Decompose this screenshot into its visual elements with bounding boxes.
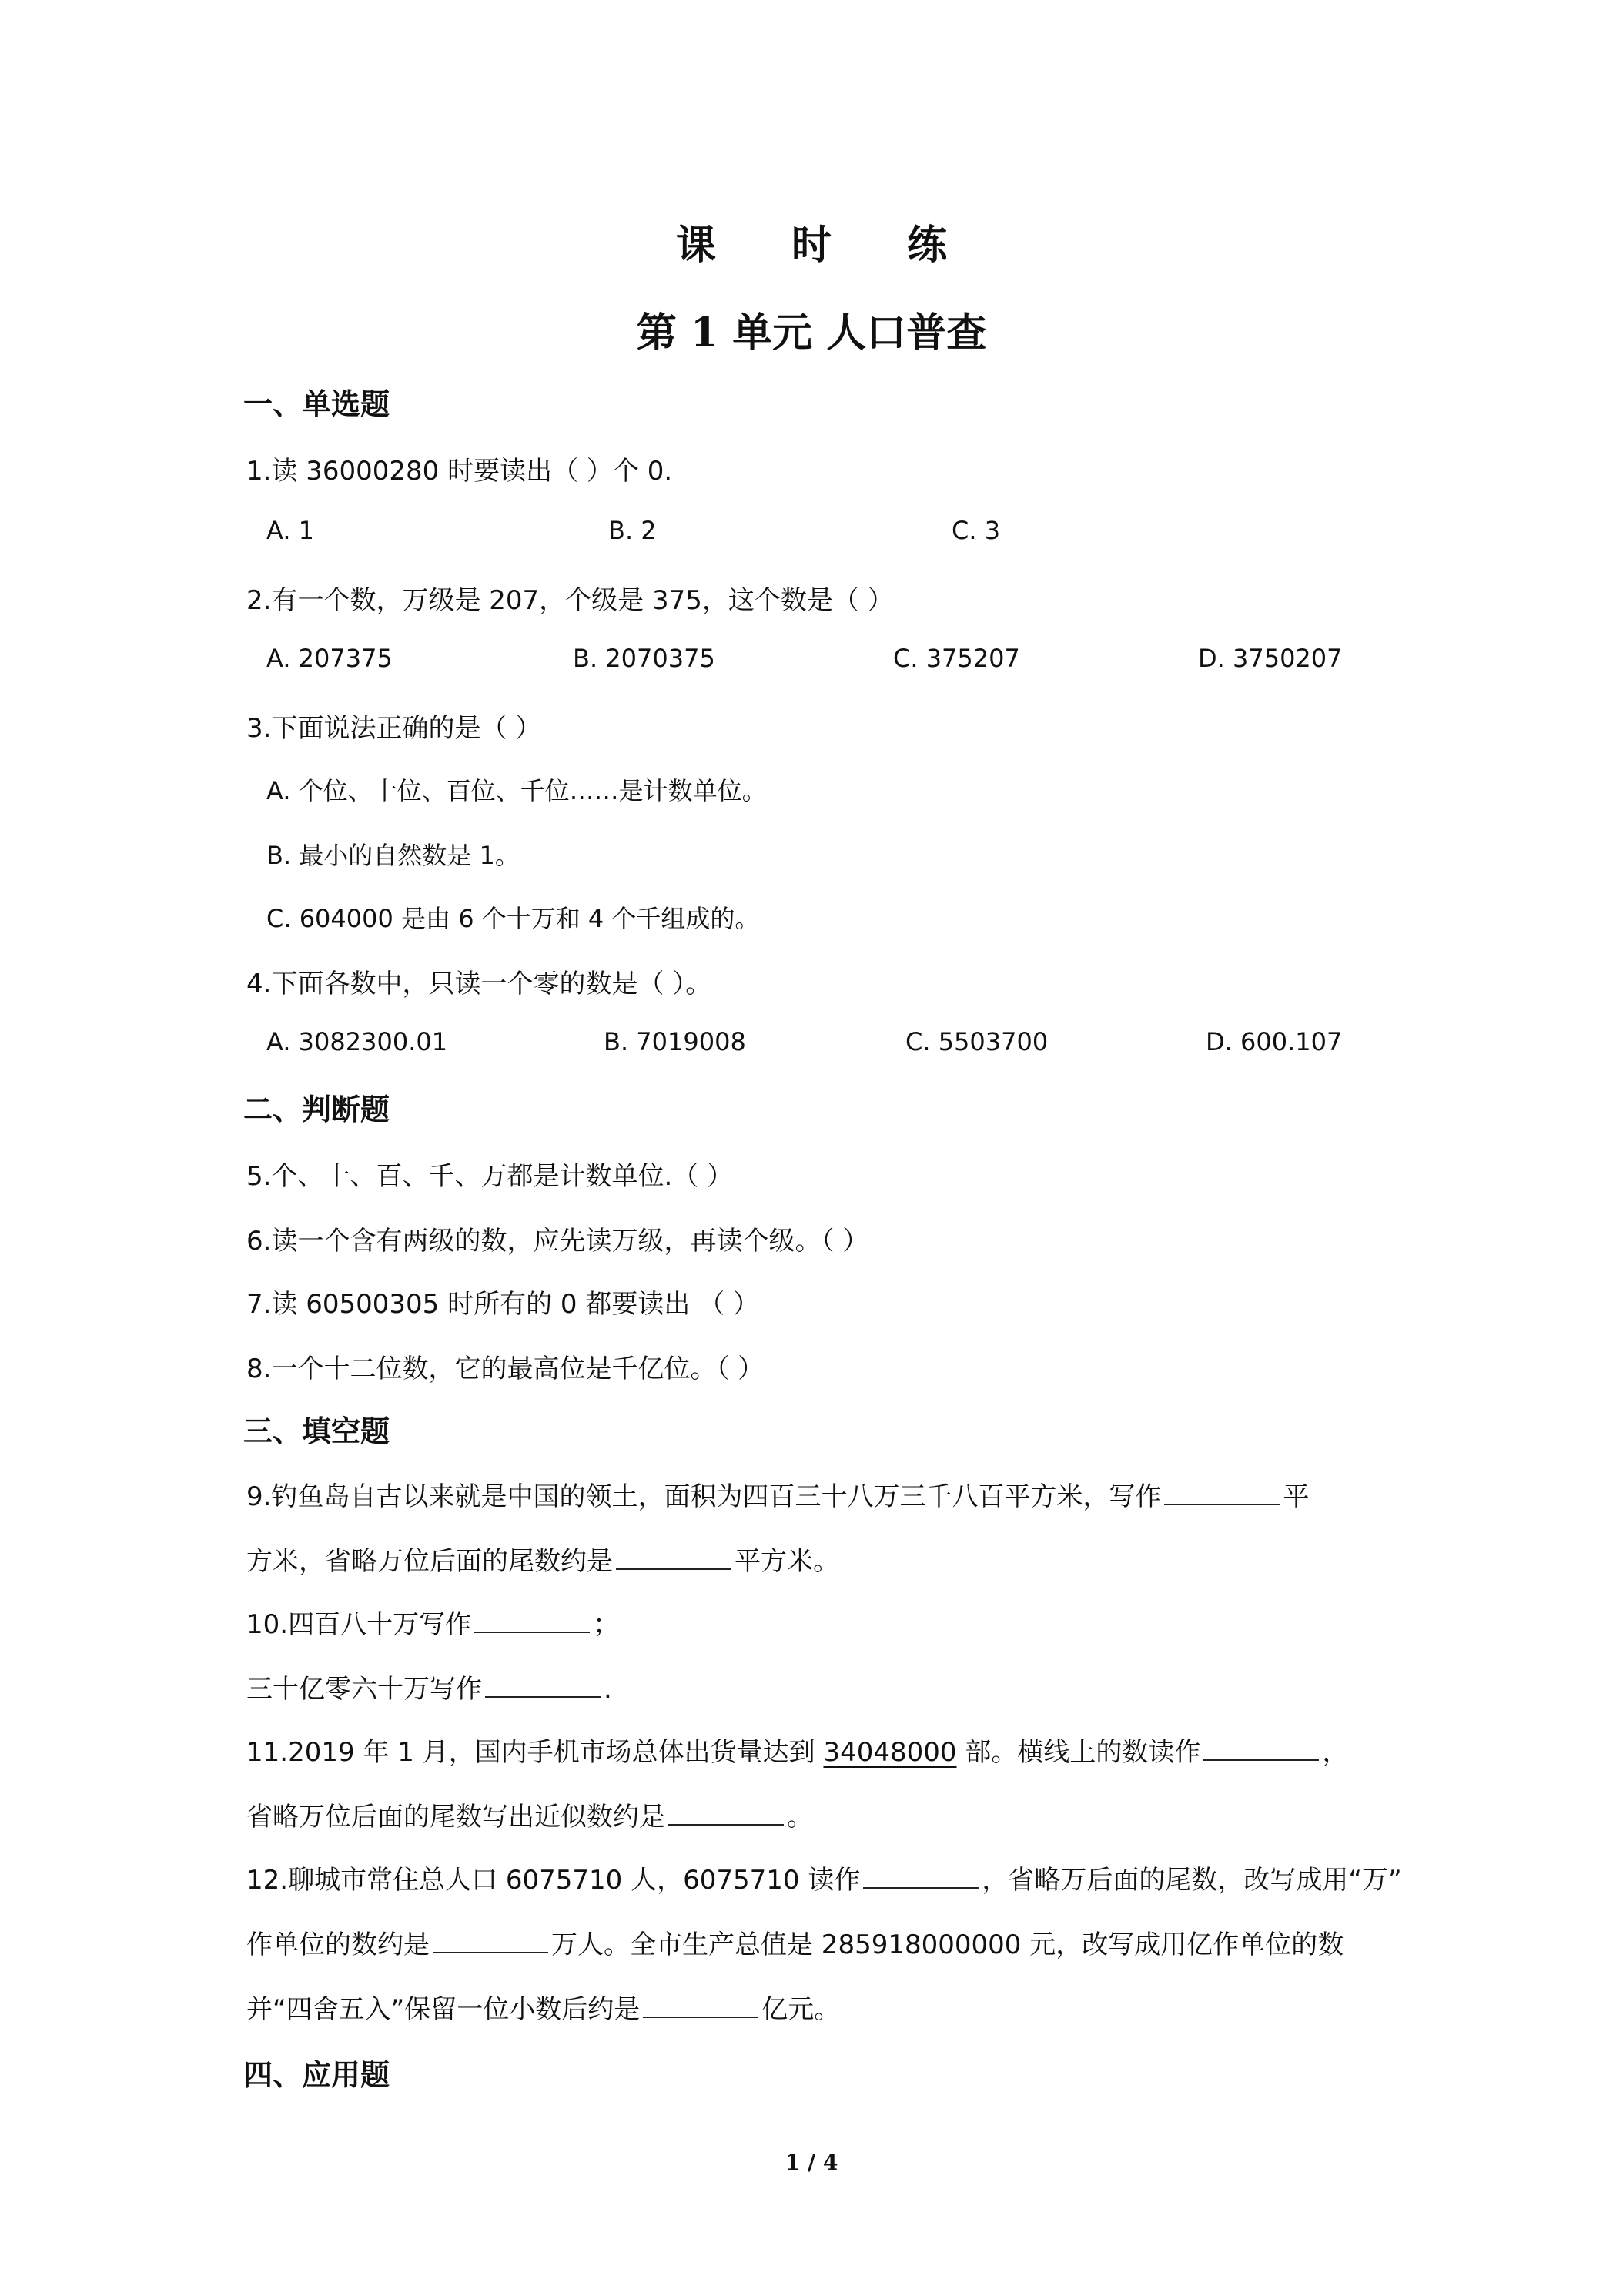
q11-number: 34048000	[823, 1737, 957, 1768]
q10-blank-1	[474, 1607, 590, 1633]
q4-option-c: C. 5503700	[905, 1027, 1049, 1056]
q9-text-c: 方米，省略万位后面的尾数约是	[246, 1546, 613, 1577]
q10-text-c: 三十亿零六十万写作	[246, 1674, 482, 1705]
question-2: 2.有一个数，万级是 207，个级是 375，这个数是（ ）	[246, 585, 894, 616]
q12-text-b: ，省略万后面的尾数，改写成用“万”	[982, 1865, 1402, 1896]
q11-text-d: 省略万位后面的尾数写出近似数约是	[246, 1802, 665, 1832]
question-4: 4.下面各数中，只读一个零的数是（ ）。	[246, 969, 712, 999]
q10-text-b: ；	[593, 1609, 620, 1640]
question-10-line-2	[246, 1668, 612, 1705]
q3-option-a: A. 个位、十位、百位、千位……是计数单位。	[266, 776, 767, 805]
q2-option-b: B. 2070375	[573, 644, 715, 673]
q12-text-c: 作单位的数约是	[246, 1930, 430, 1960]
q11-text-a: 11.2019 年 1 月，国内手机市场总体出货量达到	[246, 1737, 824, 1768]
section-fill-blank: 三、填空题	[243, 1414, 390, 1448]
q10-text-a: 10.四百八十万写作	[246, 1609, 472, 1640]
question-12-line-1	[246, 1859, 1402, 1896]
question-9-line-2	[246, 1540, 839, 1578]
q11-text-b: 部。横线上的数读作	[956, 1737, 1201, 1768]
unit-title: 第 1 单元 人口普查	[636, 310, 987, 356]
q11-blank-1	[1203, 1735, 1319, 1761]
q12-blank-2	[433, 1927, 548, 1953]
question-11-line-2	[246, 1796, 813, 1833]
q9-blank-1	[1164, 1479, 1280, 1505]
question-5: 5.个、十、百、千、万都是计数单位.（ ）	[246, 1161, 734, 1192]
q3-option-b: B. 最小的自然数是 1。	[266, 841, 520, 870]
section-single-choice: 一、单选题	[243, 387, 390, 421]
q1-option-a: A. 1	[266, 516, 315, 545]
section-true-false: 二、判断题	[243, 1092, 390, 1126]
q12-text-e: 并“四舍五入”保留一位小数后约是	[246, 1994, 641, 2025]
q9-blank-2	[616, 1544, 731, 1570]
q9-text-b: 平	[1283, 1481, 1310, 1512]
q3-option-c: C. 604000 是由 6 个十万和 4 个千组成的。	[266, 904, 760, 933]
question-10-line-1	[246, 1603, 619, 1641]
question-8: 8.一个十二位数，它的最高位是千亿位。（ ）	[246, 1354, 765, 1384]
q12-text-f: 亿元。	[761, 1994, 841, 2025]
q9-text-d: 平方米。	[735, 1546, 839, 1577]
question-12-line-2	[246, 1923, 1344, 1961]
question-11-line-1	[246, 1731, 1348, 1769]
q1-option-c: C. 3	[952, 516, 1001, 545]
q4-option-d: D. 600.107	[1206, 1027, 1343, 1056]
q10-text-d: .	[604, 1674, 612, 1705]
q2-option-a: A. 207375	[266, 644, 393, 673]
q12-text-d: 万人。全市生产总值是 285918000000 元，改写成用亿作单位的数	[551, 1930, 1344, 1960]
q1-option-b: B. 2	[608, 516, 657, 545]
question-12-line-3	[246, 1988, 840, 2026]
question-6: 6.读一个含有两级的数，应先读万级，再读个级。（ ）	[246, 1226, 869, 1257]
q12-text-a: 12.聊城市常住总人口 6075710 人，6075710 读作	[246, 1865, 861, 1896]
question-1: 1.读 36000280 时要读出（ ）个 0.	[246, 456, 673, 487]
question-3: 3.下面说法正确的是（ ）	[246, 713, 542, 744]
q4-option-b: B. 7019008	[604, 1027, 746, 1056]
question-9-line-1	[246, 1475, 1309, 1513]
page-number: 1 / 4	[785, 2150, 838, 2175]
q12-blank-1	[863, 1863, 979, 1889]
q2-option-d: D. 3750207	[1198, 644, 1343, 673]
section-application: 四、应用题	[243, 2057, 390, 2092]
q2-option-c: C. 375207	[893, 644, 1020, 673]
q10-blank-2	[485, 1672, 601, 1698]
q9-text-a: 9.钓鱼岛自古以来就是中国的领土，面积为四百三十八万三千八百平方米，写作	[246, 1481, 1162, 1512]
page-title: 课 时 练	[675, 222, 979, 269]
q11-text-c: ，	[1322, 1737, 1349, 1768]
q4-option-a: A. 3082300.01	[266, 1027, 448, 1056]
q12-blank-3	[643, 1992, 758, 2018]
q11-text-e: 。	[787, 1802, 813, 1832]
q11-blank-2	[668, 1799, 784, 1826]
question-7: 7.读 60500305 时所有的 0 都要读出 （ ）	[246, 1289, 759, 1320]
